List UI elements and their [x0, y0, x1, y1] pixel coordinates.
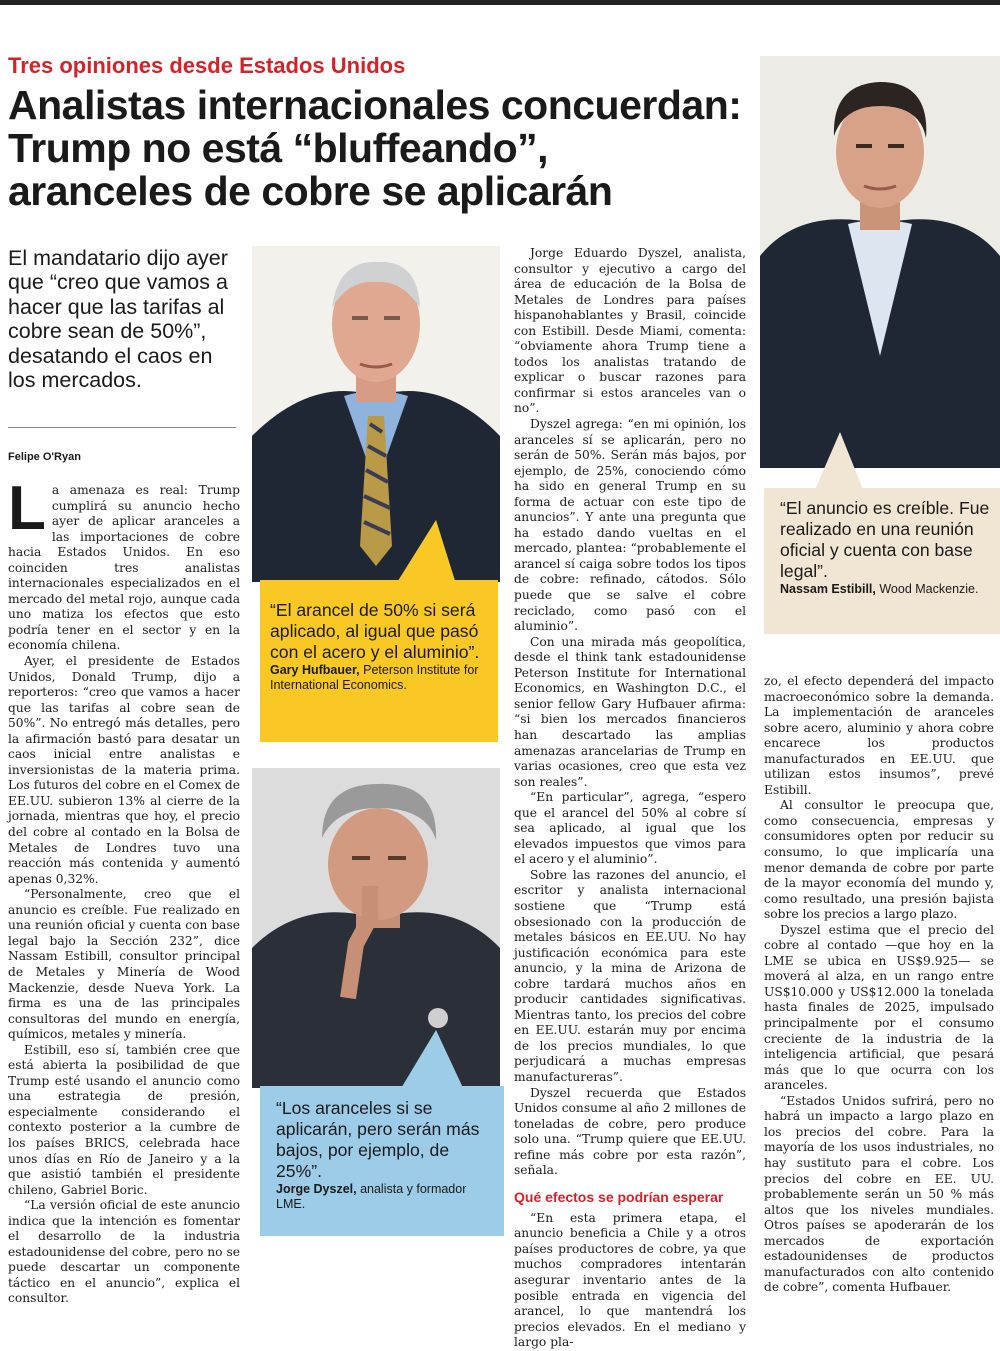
quote-text: “Los aranceles si se aplicarán, pero serán más bajos, por ejemplo, de 25%”.: [276, 1098, 480, 1181]
quote-text: “El arancel de 50% si será aplicado, al igual que pasó con el acero y el aluminio”.: [270, 600, 480, 662]
quote-pointer-estibill: [814, 432, 864, 492]
paragraph: “En esta primera etapa, el anuncio beneficia a Chile y a otros países productores de cobre, ya que muchos compradores intentarán asegurar inventario antes de la posible entrada en vigencia del arancel, lo que mantendrá los precios elevados. En el mediano y largo pla-: [514, 1210, 746, 1350]
quote-author: Gary Hufbauer,: [270, 663, 360, 677]
paragraph: Jorge Eduardo Dyszel, analista, consultor y ejecutivo a cargo del área de educación de la Bolsa de Metales de Londres para países hispanohablantes y Brasil, coincide con Estibill. Desde Miami, comenta: “obviamente ahora Trump tiene a todos los analistas tratando de explicar o buscar razones para confirmar si estos aranceles van o no”.: [514, 246, 746, 416]
paragraph: “En particular”, agrega, “espero que el arancel del 50% al cobre sí sea aplicado, al igual que los elevados impuestos que vimos para el acero y el aluminio”.: [514, 790, 746, 867]
paragraph: Estibill, eso sí, también cree que está abierta la posibilidad de que Trump esté usando el anuncio como una estrategia de presión, especialmente considerando el contexto posterior a la cumbre de los países BRICS, celebrada hace unos días en Río de Janeiro y a la que asistió también el presidente chileno, Gabriel Boric.: [8, 1042, 240, 1197]
byline: Felipe O'Ryan: [8, 451, 81, 463]
quote-author: Jorge Dyszel,: [276, 1182, 357, 1196]
headline: [8, 84, 768, 213]
quote-hufbauer: [270, 600, 492, 693]
paragraph: zo, el efecto dependerá del impacto macroeconómico sobre la demanda. La implementación de aranceles sobre acero, aluminio y ahora cobre encarece los productos manufacturados en EE.UU. que utilizan estos insumos”, prevé Estibill.: [764, 674, 994, 797]
deck-divider: [8, 427, 236, 428]
quote-org: Peterson Institute for International Economics.: [270, 663, 479, 692]
top-rule: [0, 0, 1000, 5]
dropcap: L: [8, 474, 46, 543]
quote-pointer-hufbauer: [396, 520, 456, 584]
paragraph: Ayer, el presidente de Estados Unidos, Donald Trump, dijo a reporteros: “creo que vamos a hacer que las tarifas al cobre sean de 50%”. No entregó más detalles, pero la afirmación bastó para desatar un caos inicial entre analistas e inversionistas de la materia prima. Los futuros del cobre en el Comex de EE.UU. subieron 13% al cierre de la jornada, mientras que hoy, el precio del cobre al contado en la Bolsa de Metales de Londres tuvo una reacción más contenida y aumentó apenas 0,32%.: [8, 654, 240, 886]
paragraph: a amenaza es real: Trump cumplirá su anuncio hecho ayer de aplicar aranceles a las importaciones de cobre hacia Estados Unidos. En eso coinciden tres analistas internacionales especializados en el mercado del metal rojo, aunque cada uno matiza los efectos que esto podría tener en el sector y en la economía chilena.: [8, 483, 240, 653]
paragraph: Dyszel estima que el precio del cobre al contado —que hoy en la LME se ubica en US$9.925— se moverá al alza, en un rango entre US$10.000 y US$12.000 la tonelada hasta finales de 2025, impulsado principalmente por el consumo creciente de la industria de la inteligencia artificial, que pesará más que lo que ocurra con los aranceles.: [764, 922, 994, 1093]
quote-org: Wood Mackenzie.: [879, 582, 979, 596]
deck: El mandatario dijo ayer que “creo que vamos a hacer que las tarifas al cobre sean de 50%”, desatando el caos en los mercados.: [8, 246, 228, 393]
quote-text: “El anuncio es creíble. Fue realizado en una reunión oficial y cuenta con base legal”.: [780, 498, 990, 581]
photo-nassam-estibill: [760, 56, 1000, 468]
paragraph: Con una mirada más geopolítica, desde el think tank estadounidense Peterson Institute for International Economics, en Washington D.C., el senior fellow Gary Hufbauer afirma: “si bien los mercados financieros han descartado las amplias amenazas arancelarias de Trump en varias ocasiones, creo que esta vez son reales”.: [514, 634, 746, 789]
quote-author: Nassam Estibill,: [780, 582, 876, 596]
quote-dyszel: [276, 1098, 490, 1212]
paragraph: “Estados Unidos sufrirá, pero no habrá un impacto a largo plazo en los precios del cobre. Para la mayoría de los usos industriales, no hay sustituto para el cobre. Los precios del cobre en EE. UU. probablemente serán un 50 % más altos que los niveles mundiales. Otros países se apoderarán de los mercados de exportación estadounidenses de productos manufacturados con alto contenido de cobre”, comenta Hufbauer.: [764, 1093, 994, 1295]
headline-line-1: Analistas internacionales concuerdan:: [8, 82, 742, 128]
quote-pointer-dyszel: [400, 1030, 464, 1090]
paragraph: Al consultor le preocupa que, como consecuencia, empresas y consumidores opten por reducir su consumo, lo que implicaría una menor demanda de cobre por parte de la mayor economía del mundo y, como resultado, una presión bajista sobre los precios a largo plazo.: [764, 798, 994, 922]
section-subhead: Qué efectos se podrían esperar: [514, 1188, 724, 1205]
portrait-illustration: [252, 246, 500, 582]
headline-line-3: aranceles de cobre se aplicarán: [8, 168, 613, 214]
paragraph: Dyszel recuerda que Estados Unidos consume al año 2 millones de toneladas de cobre, pero produce solo una. “Trump quiere que EE.UU. refine más cobre por esta razón”, señala.: [514, 1085, 746, 1178]
quote-org: analista y formador LME.: [276, 1182, 467, 1211]
paragraph: “Personalmente, creo que el anuncio es creíble. Fue realizado en una reunión oficial y cuenta con base legal bajo la Sección 232”, dice Nassam Estibill, consultor principal de Metales y Minería de Wood Mackenzie, desde Nueva York. La firma es una de las principales consultoras del mundo en energía, químicos, metales y minería.: [8, 887, 240, 1042]
column-4: [764, 674, 994, 1296]
paragraph: Sobre las razones del anuncio, el escritor y analista internacional sostiene que “Trump está obsesionado con la producción de metales básicos en EE.UU. No hay justificación económica para este anuncio, y la mina de Arizona de cobre tardará muchos años en producir cantidades significativas. Mientras tanto, los precios del cobre en EE.UU. estarán muy por encima de los precios mundiales, lo que perjudicará a muchas empresas manufactureras”.: [514, 867, 746, 1084]
column-3: [514, 246, 746, 1351]
photo-gary-hufbauer: [252, 246, 500, 582]
quote-estibill: [780, 498, 996, 597]
column-1: [8, 474, 240, 1307]
paragraph: Dyszel agrega: “en mi opinión, los aranceles sí se aplicarán, pero no serán de 50%. Serán más bajos, por ejemplo, de 25%, conociendo cómo ha sido en general Trump en su forma de actuar con este tipo de anuncios”. Y ante una pregunta que ha estado dando vueltas en el mercado, plantea: “probablemente el arancel sí caiga sobre todos los tipos de cobre: refinado, cátodos. Sólo puede que se salve el cobre reciclado, como pasó con el aluminio”.: [514, 417, 746, 634]
portrait-illustration: [760, 56, 1000, 468]
kicker: Tres opiniones desde Estados Unidos: [8, 53, 406, 78]
headline-line-2: Trump no está “bluffeando”,: [8, 125, 549, 171]
paragraph: “La versión oficial de este anuncio indica que la intención es fomentar el desarrollo de la industria estadounidense del cobre, pero no se puede descartar un componente táctico en el anuncio”, explica el consultor.: [8, 1198, 240, 1306]
